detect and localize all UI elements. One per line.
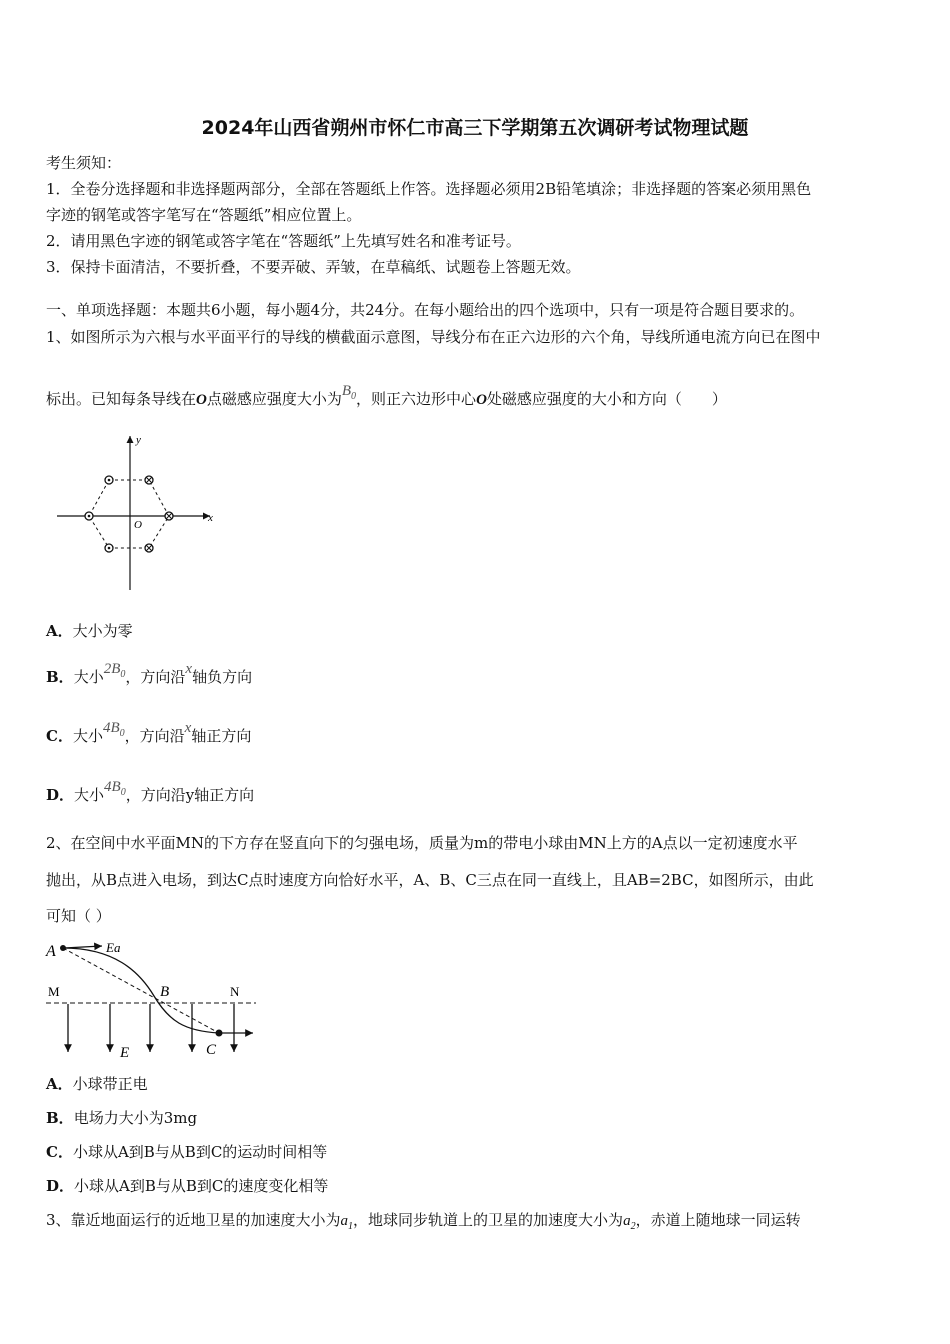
q3-a1: $a_1$ (340, 1213, 354, 1232)
q3-a2: $a_2$ (623, 1213, 636, 1232)
q1-b0: $B_0$ (341, 383, 357, 402)
q1-option-d[interactable]: D．大小$4B_0$，方向沿y轴正方向 (46, 779, 255, 804)
hexagon-outline (89, 480, 169, 548)
page-title: 2024年山西省朔州市怀仁市高三下学期第五次调研考试物理试题 (201, 117, 749, 139)
q3-text-line1: 3、靠近地面运行的近地卫星的加速度大小为$a_1$，地球同步轨道上的卫星的加速度大小为$a_2$，赤道上随地球一同运转 (46, 1211, 801, 1232)
label-m: M (48, 984, 60, 999)
q2-option-c[interactable]: C．小球从A到B与从B到C的运动时间相等 (46, 1143, 328, 1161)
label-c: C (206, 1042, 217, 1058)
wire-bottom-right (145, 544, 153, 552)
q2-option-d[interactable]: D．小球从A到B与从B到C的速度变化相等 (46, 1177, 329, 1195)
q2-option-b[interactable]: B．电场力大小为3mg (46, 1109, 198, 1127)
q1-center-o: O (476, 392, 487, 408)
q1-text-c: ，则正六边形中心 (356, 390, 477, 408)
q2-option-a[interactable]: A．小球带正电 (46, 1075, 148, 1093)
origin-label: O (134, 519, 142, 531)
label-e: E (120, 1045, 130, 1061)
section-heading: 一、单项选择题：本题共6小题，每小题4分，共24分。在每小题给出的四个选项中，只有一项是符合题目要求的。 (46, 301, 805, 319)
q1-option-a[interactable]: A．大小为零 (46, 622, 133, 640)
label-ea: Ea (106, 940, 121, 955)
wire-top-left (105, 476, 113, 484)
line-abc (63, 948, 219, 1033)
q1-text-b: 点磁感应强度大小为 (206, 390, 342, 408)
wire-top-right (145, 476, 153, 484)
q2-text-line3: 可知（ ） (46, 907, 111, 925)
notice-heading: 考生须知： (46, 154, 122, 172)
q2-text-line2: 抛出，从B点进入电场，到达C点时速度方向恰好水平，A、B、C三点在同一直线上，且AB=2BC，如图所示，由此 (46, 871, 814, 889)
y-axis-label: y (136, 434, 141, 446)
q1-text-line1: 1、如图所示为六根与水平面平行的导线的横截面示意图，导线分布在正六边形的六个角，导线所通电流方向已在图中 (46, 328, 821, 346)
notice-item-1: 1．全卷分选择题和非选择题两部分，全部在答题纸上作答。选择题必须用2B铅笔填涂；非选择题的答案必须用黑色 (46, 180, 812, 198)
wire-bottom-left (105, 544, 113, 552)
q1-text-d: 处磁感应强度的大小和方向（ ） (486, 390, 727, 408)
wire-left (85, 512, 93, 520)
q2-field-figure (44, 936, 264, 1064)
q2-text-line1: 2、在空间中水平面MN的下方存在竖直向下的匀强电场，质量为m的带电小球由MN上方的A点以一定初速度水平 (46, 834, 798, 852)
q1-text-line2 (46, 383, 727, 411)
label-a: A (46, 943, 56, 960)
notice-item-2: 2．请用黑色字迹的钢笔或答字笔在“答题纸”上先填写姓名和准考证号。 (46, 232, 521, 250)
q1-option-b[interactable]: B．大小$2B_0$，方向沿x轴负方向 (46, 661, 253, 686)
q1-text-a: 标出。已知每条导线在 (46, 390, 197, 408)
label-n: N (230, 984, 240, 999)
wire-right (165, 512, 173, 520)
q1-hexagon-figure (52, 430, 222, 595)
notice-item-1-cont: 字迹的钢笔或答字笔写在“答题纸”相应位置上。 (46, 206, 362, 224)
q1-point-o: O (196, 392, 207, 408)
x-axis-label: x (208, 512, 213, 524)
notice-item-3: 3．保持卡面清洁，不要折叠，不要弄破、弄皱，在草稿纸、试题卷上答题无效。 (46, 258, 581, 276)
q1-option-c[interactable]: C．大小$4B_0$，方向沿x轴正方向 (46, 720, 252, 745)
label-b: B (160, 984, 170, 1000)
